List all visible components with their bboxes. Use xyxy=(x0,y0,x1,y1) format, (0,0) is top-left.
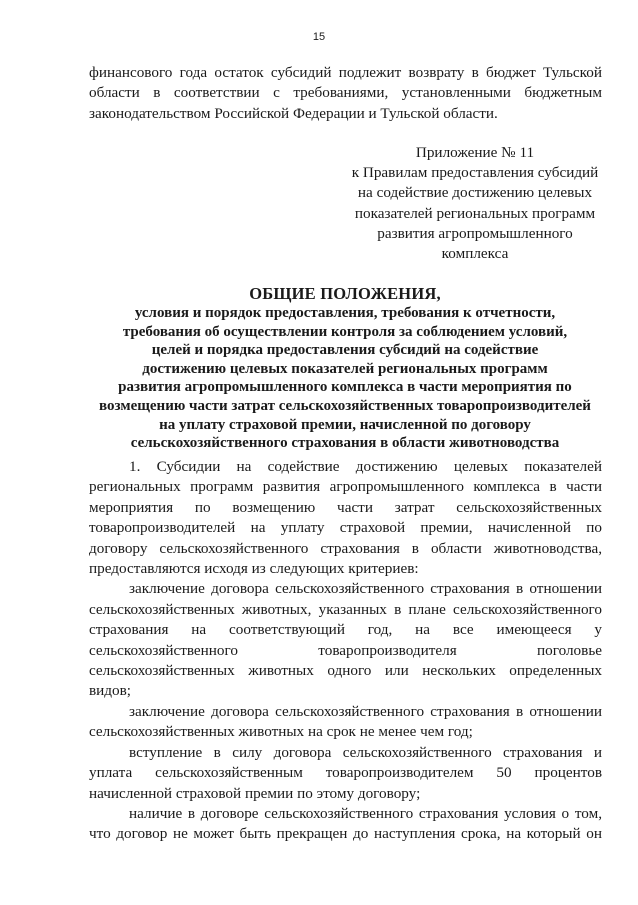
subtitle-line: возмещению части затрат сельскохозяйственных товаропроизводителей xyxy=(99,397,591,414)
document-body xyxy=(89,457,602,845)
paragraph-criterion-4 xyxy=(89,804,602,845)
intro-line: финансового года остаток субсидий подлежит возврату в бюджет Тульской xyxy=(89,64,602,81)
intro-paragraph xyxy=(89,63,602,124)
paragraph-line: вступление в силу договора сельскохозяйственного страхования и xyxy=(129,743,602,761)
paragraph-criterion-1 xyxy=(89,579,602,701)
paragraph-line: заключение договора сельскохозяйственного страхования в отношении xyxy=(129,702,602,720)
paragraph-line: региональных программ развития агропромышленного комплекса в части xyxy=(89,478,602,496)
paragraph-line: товаропроизводителей на уплату страховой премии, начисленной по xyxy=(89,519,602,537)
appendix-note xyxy=(330,143,620,264)
paragraph-line: мероприятия по возмещению части затрат сельскохозяйственных xyxy=(89,498,602,516)
appendix-line: на содействие достижению целевых xyxy=(357,184,593,202)
subtitle-line: целей и порядка предоставления субсидий на содействие xyxy=(151,342,539,359)
appendix-line: Приложение № 11 xyxy=(415,144,535,161)
heading-subtitle xyxy=(60,304,630,453)
intro-line: области в соответствии с требованиями, установленными бюджетным xyxy=(89,84,602,102)
subtitle-line: требования об осуществлении контроля за соблюдением условий, xyxy=(122,323,568,340)
appendix-line: к Правилам предоставления субсидий xyxy=(351,164,599,182)
section-heading xyxy=(60,283,630,453)
subtitle-line: на уплату страховой премии, начисленной по договору xyxy=(159,416,531,433)
paragraph-criterion-2 xyxy=(89,702,602,743)
paragraph-line: что договор не может быть прекращен до наступления срока, на который он xyxy=(89,825,602,843)
appendix-line: развития агропромышленного xyxy=(377,224,573,242)
paragraph-criterion-3 xyxy=(89,743,602,804)
paragraph-line: сельскохозяйственных животных, указанных в плане сельскохозяйственного xyxy=(89,600,602,618)
paragraph-line: сельскохозяйственных животных на срок не менее чем год; xyxy=(89,723,473,741)
paragraph-line: наличие в договоре сельскохозяйственного страхования условия о том, xyxy=(129,804,602,822)
paragraph-line: сельскохозяйственного товаропроизводителя поголовье xyxy=(89,641,602,659)
paragraph-line: страхования на соответствующий год, на все имеющееся у xyxy=(89,621,602,639)
paragraph-line: договору сельскохозяйственного страхования в области животноводства, xyxy=(89,539,602,557)
subtitle-line: сельскохозяйственного страхования в области животноводства xyxy=(130,435,560,452)
paragraph-criteria-intro xyxy=(89,457,602,579)
heading-title: ОБЩИЕ ПОЛОЖЕНИЯ, xyxy=(249,284,441,303)
paragraph-line: сельскохозяйственных животных одного или нескольких определенных xyxy=(89,662,602,680)
subtitle-line: достижению целевых показателей региональных программ xyxy=(142,360,548,377)
page-number: 15 xyxy=(312,31,326,43)
paragraph-line: видов; xyxy=(89,682,132,700)
paragraph-line: 1. Субсидии на содействие достижению целевых показателей xyxy=(129,458,602,475)
subtitle-line: развития агропромышленного комплекса в части мероприятия по xyxy=(118,379,572,396)
intro-line: законодательством Российской Федерации и Тульской области. xyxy=(89,104,498,122)
paragraph-line: предоставляются исходя из следующих критериев: xyxy=(89,560,419,578)
subtitle-line: условия и порядок предоставления, требования к отчетности, xyxy=(134,305,556,321)
appendix-line: показателей региональных программ xyxy=(354,204,596,222)
appendix-line: комплекса xyxy=(441,245,509,263)
paragraph-line: начисленной страховой премии по этому договору; xyxy=(89,784,421,802)
paragraph-line: уплата сельскохозяйственным товаропроизводителем 50 процентов xyxy=(89,764,602,782)
paragraph-line: заключение договора сельскохозяйственного страхования в отношении xyxy=(129,580,602,598)
